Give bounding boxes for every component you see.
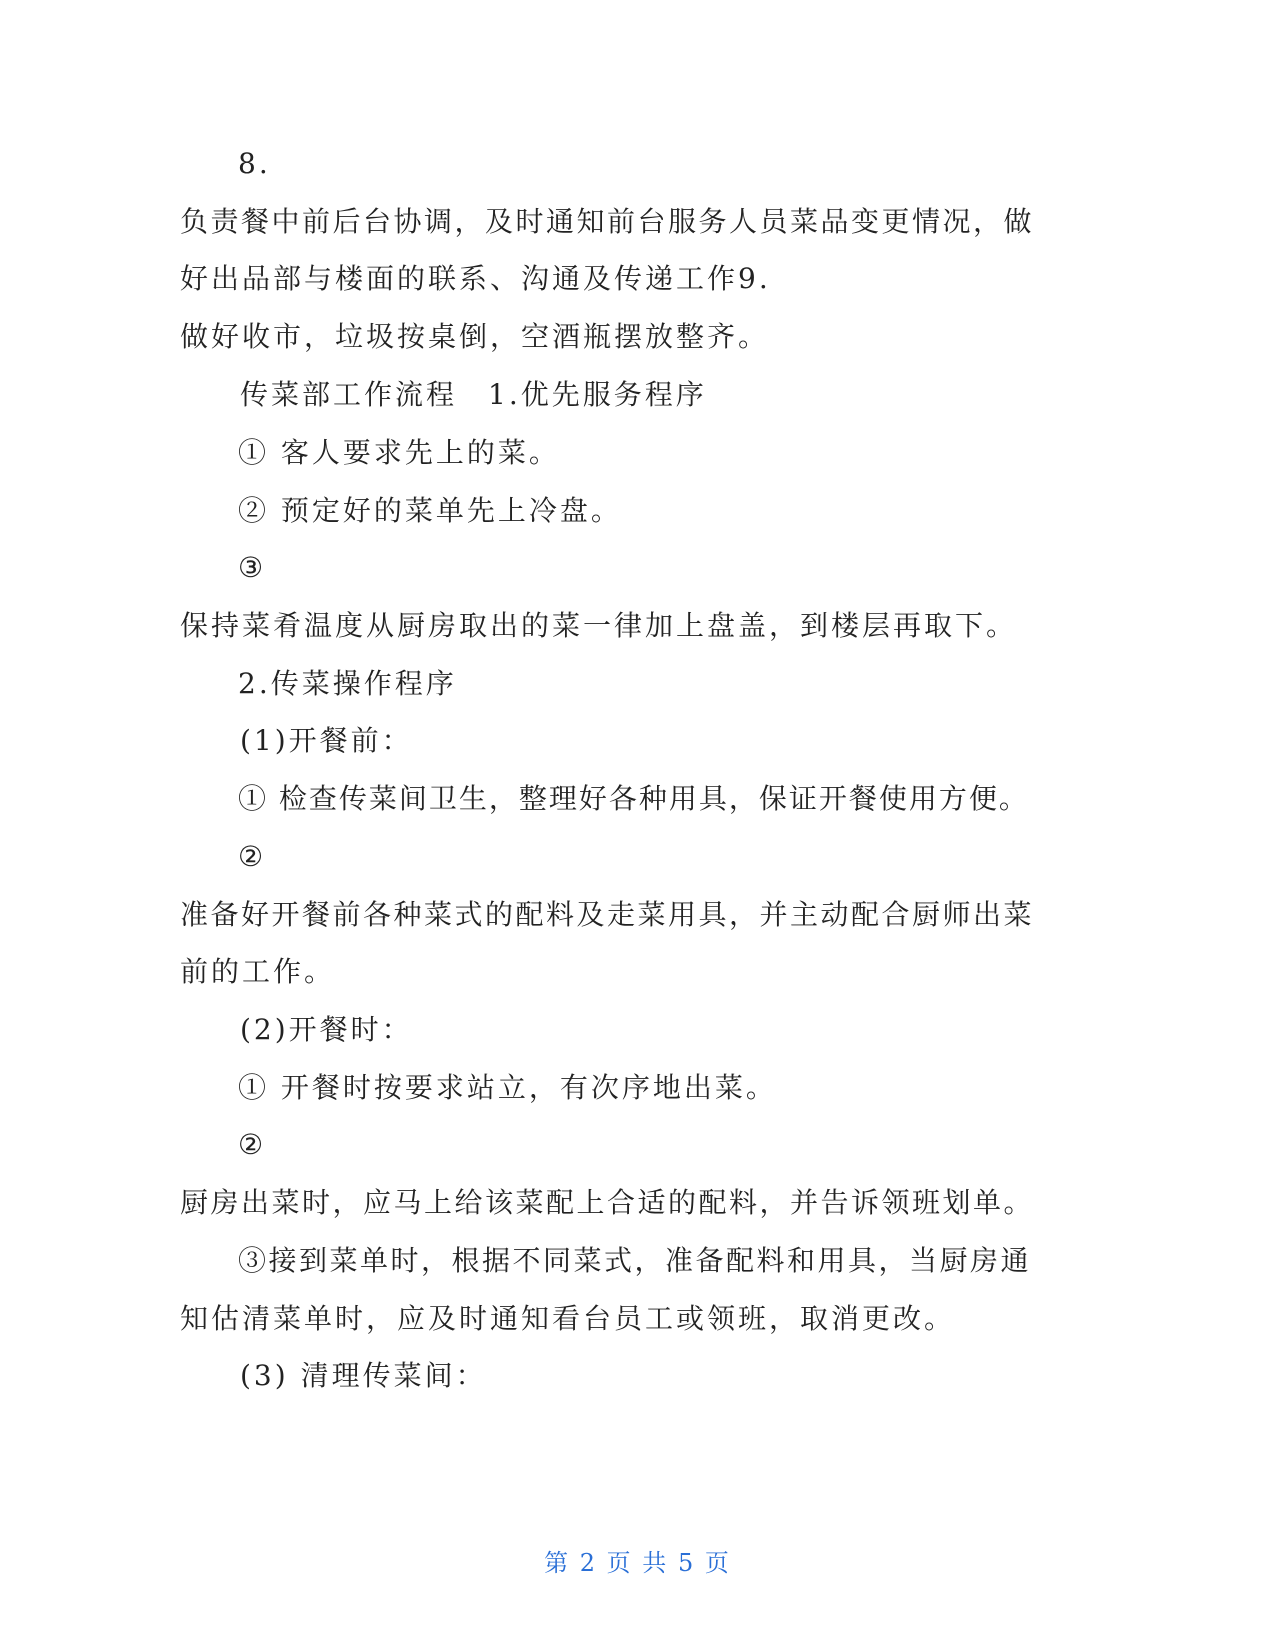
list-item: ③接到菜单时，根据不同菜式，准备配料和用具，当厨房通: [238, 1244, 1032, 1277]
paragraph-line: 前的工作。: [180, 955, 336, 988]
list-item-marker: ②: [238, 840, 267, 873]
paragraph-line: 知估清菜单时，应及时通知看台员工或领班，取消更改。: [180, 1302, 956, 1335]
list-item-marker: ③: [238, 551, 267, 584]
paragraph-line: 保持菜肴温度从厨房取出的菜一律加上盘盖，到楼层再取下。: [180, 609, 1018, 642]
subsection-heading: (3) 清理传菜间：: [240, 1359, 487, 1392]
paragraph-line: 做好收市，垃圾按桌倒，空酒瓶摆放整齐。: [180, 320, 770, 353]
paragraph-line: 厨房出菜时，应马上给该菜配上合适的配料，并告诉领班划单。: [180, 1186, 1035, 1219]
list-item: ① 开餐时按要求站立，有次序地出菜。: [238, 1071, 777, 1104]
page-number-footer: 第 2 页 共 5 页: [544, 1549, 731, 1577]
subsection-heading: (1)开餐前：: [240, 724, 413, 757]
subsection-heading: 2.传菜操作程序: [238, 667, 457, 700]
item-number-8: 8.: [238, 147, 271, 180]
paragraph-line: 负责餐中前后台协调，及时通知前台服务人员菜品变更情况，做: [180, 205, 1035, 238]
list-item-marker: ②: [238, 1128, 267, 1161]
list-item: ① 客人要求先上的菜。: [238, 436, 560, 469]
section-heading: 传菜部工作流程 1.优先服务程序: [240, 378, 707, 411]
paragraph-line: 好出品部与楼面的联系、沟通及传递工作9.: [180, 262, 771, 295]
paragraph-line: 准备好开餐前各种菜式的配料及走菜用具，并主动配合厨师出菜: [180, 898, 1035, 931]
list-item: ② 预定好的菜单先上冷盘。: [238, 494, 622, 527]
subsection-heading: (2)开餐时：: [240, 1013, 413, 1046]
list-item: ① 检查传菜间卫生，整理好各种用具，保证开餐使用方便。: [238, 782, 1029, 815]
